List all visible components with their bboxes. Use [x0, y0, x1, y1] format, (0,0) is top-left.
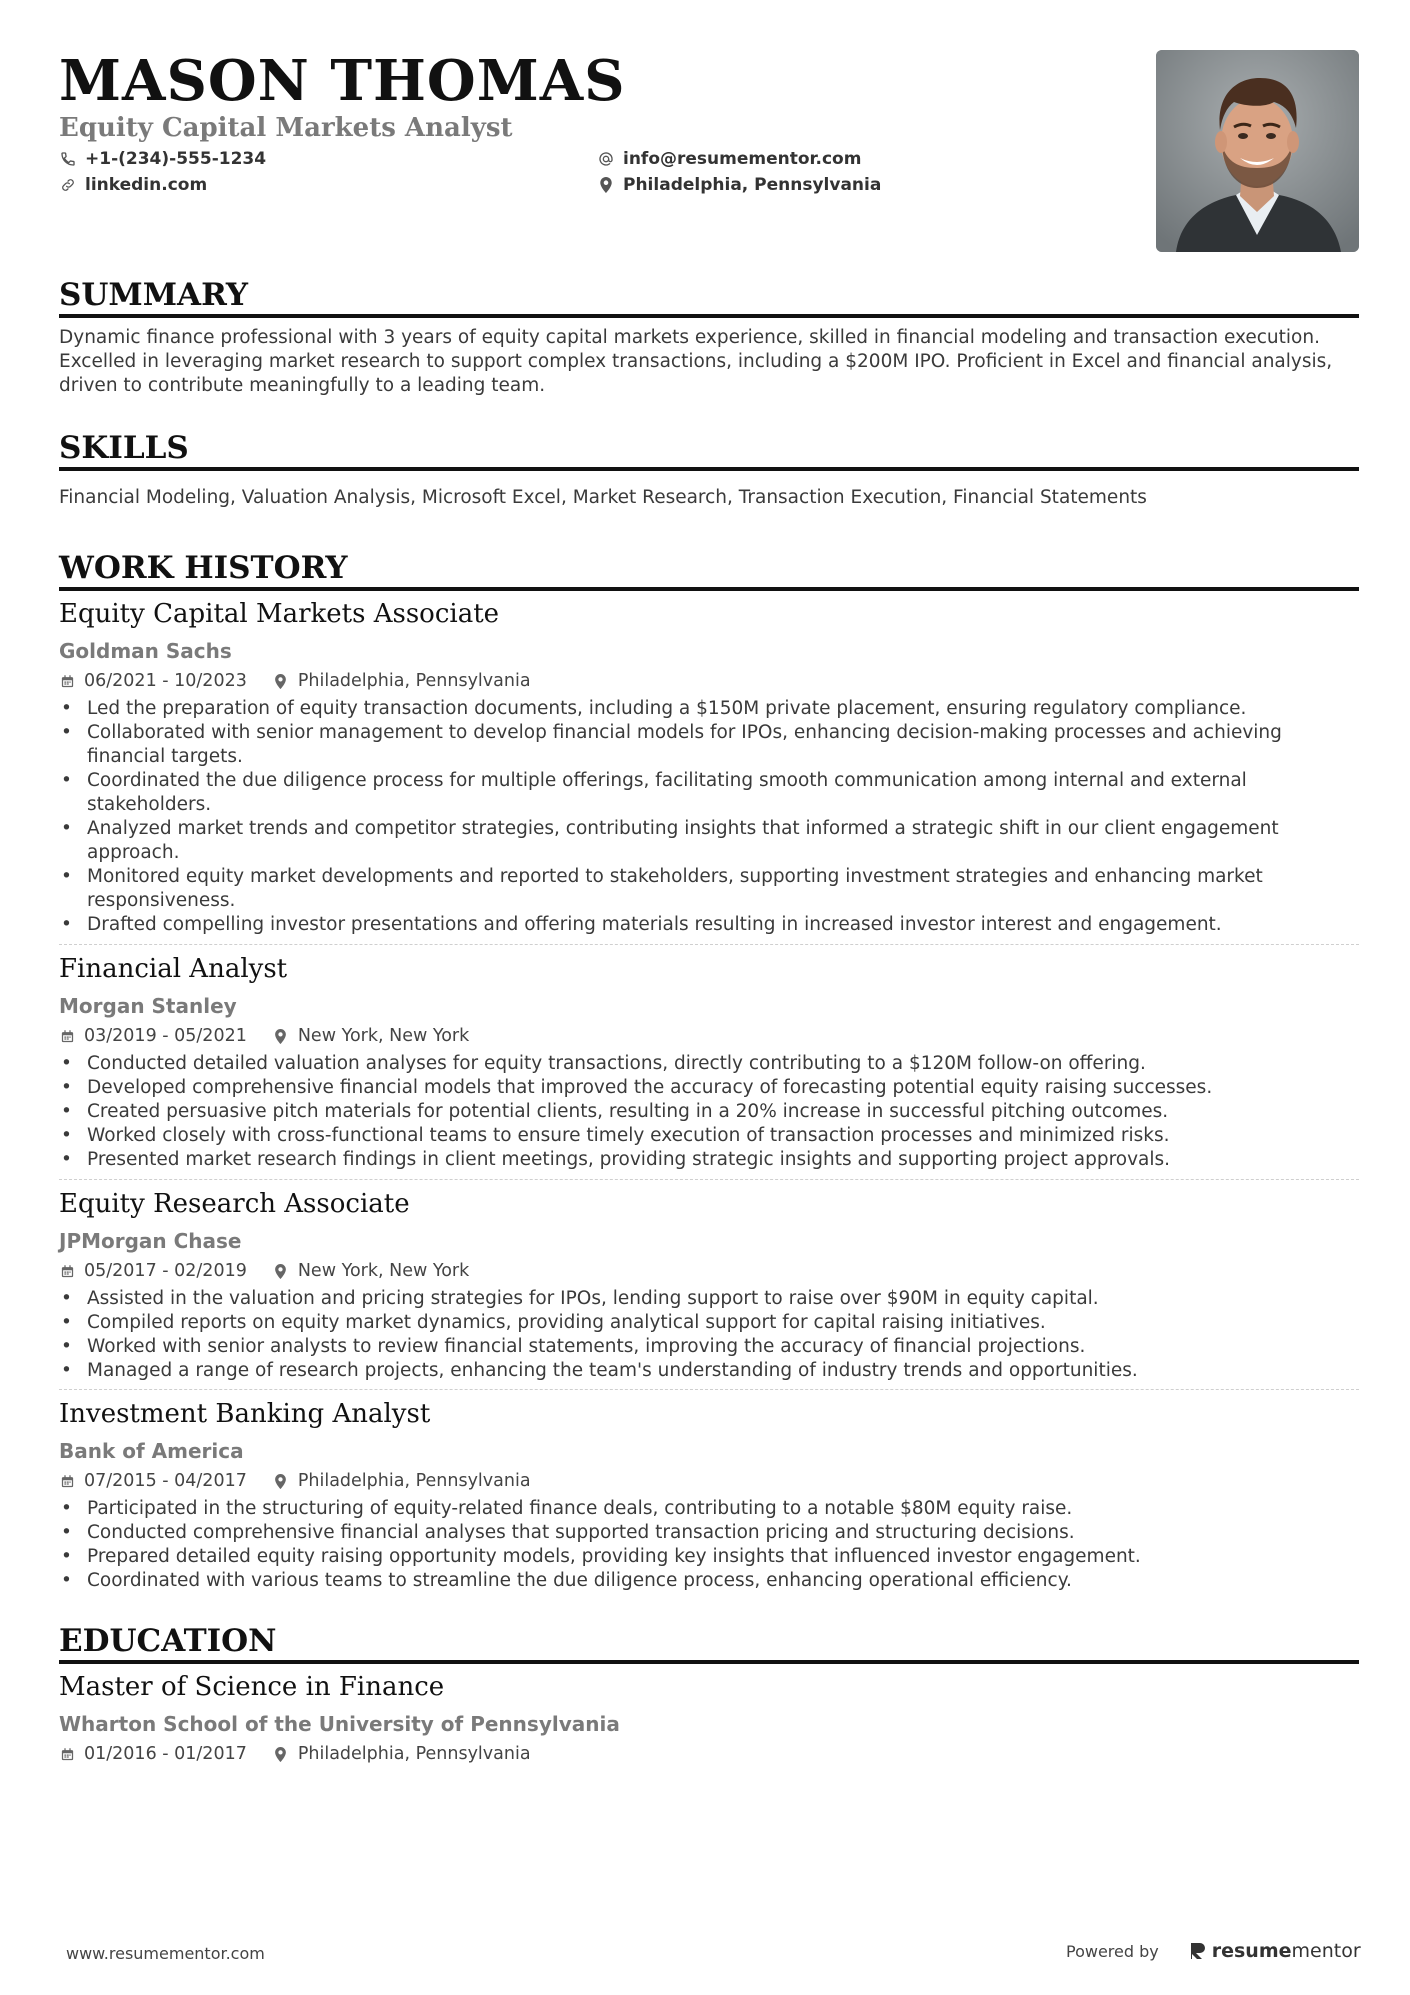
resume-page: [59, 0, 1359, 1995]
job-dates: 05/2017 - 02/2019: [84, 1261, 247, 1281]
bullet-item: • Participated in the structuring of equity-related finance deals, contributing to a notable $80M equity raise.: [59, 1497, 1359, 1521]
location-contact: [597, 174, 881, 196]
skills-text: Financial Modeling, Valuation Analysis, Microsoft Excel, Market Research, Transaction Execution, Financial Statements: [59, 487, 1147, 508]
education-location: Philadelphia, Pennsylvania: [297, 1744, 531, 1764]
calendar-icon: [59, 1028, 75, 1044]
job-company: Bank of America: [59, 1439, 244, 1463]
map-pin-icon: [597, 176, 615, 194]
job-dates: 07/2015 - 04/2017: [84, 1471, 247, 1491]
brand-name-regular: mentor: [1291, 1940, 1361, 1962]
job-company: JPMorgan Chase: [59, 1229, 242, 1253]
footer-website[interactable]: www.resumementor.com: [66, 1944, 265, 1963]
job-title: Equity Capital Markets Associate: [59, 599, 500, 629]
work-history-heading: WORK HISTORY: [59, 549, 1359, 591]
education-heading: EDUCATION: [59, 1622, 1359, 1664]
calendar-icon: [59, 1746, 75, 1762]
map-pin-icon: [273, 1263, 289, 1279]
link-icon: [59, 176, 77, 194]
degree-title: Master of Science in Finance: [59, 1672, 445, 1702]
location-text: Philadelphia, Pennsylvania: [623, 175, 882, 195]
bullet-item: • Assisted in the valuation and pricing strategies for IPOs, lending support to raise over $90M in equity capital.: [59, 1287, 1359, 1311]
calendar-icon: [59, 1473, 75, 1489]
brand-mark-icon: [1189, 1941, 1207, 1961]
bullet-item: • Created persuasive pitch materials for potential clients, resulting in a 20% increase in successful pitching outcomes.: [59, 1100, 1359, 1124]
job-meta: [59, 670, 531, 692]
bullet-item: • Worked closely with cross-functional teams to ensure timely execution of transaction processes and minimized risks.: [59, 1124, 1359, 1148]
bullet-item: • Presented market research findings in client meetings, providing strategic insights and supporting project approvals.: [59, 1148, 1359, 1172]
education-meta: [59, 1743, 531, 1765]
brand-logo[interactable]: [1189, 1940, 1361, 1962]
linkedin-contact[interactable]: [59, 174, 207, 196]
at-icon: [597, 150, 615, 168]
job-divider: [59, 1389, 1359, 1390]
email-contact[interactable]: [597, 148, 861, 170]
job-divider: [59, 1179, 1359, 1180]
bullet-item: • Prepared detailed equity raising opportunity models, providing key insights that influenced investor engagement.: [59, 1545, 1359, 1569]
powered-by-label: Powered by: [1066, 1941, 1159, 1961]
job-location: New York, New York: [297, 1261, 470, 1281]
calendar-icon: [59, 673, 75, 689]
school-name: Wharton School of the University of Pennsylvania: [59, 1712, 620, 1736]
job-location: Philadelphia, Pennsylvania: [297, 1471, 531, 1491]
job-meta: [59, 1470, 531, 1492]
job-location: New York, New York: [297, 1026, 470, 1046]
phone-text: +1-(234)-555-1234: [85, 149, 267, 169]
job-bullets: [59, 1287, 1359, 1383]
bullet-item: • Worked with senior analysts to review financial statements, improving the accuracy of financial projections.: [59, 1335, 1359, 1359]
job-dates: 06/2021 - 10/2023: [84, 671, 247, 691]
phone-contact: [59, 148, 266, 170]
education-dates: 01/2016 - 01/2017: [84, 1744, 247, 1764]
candidate-name: MASON THOMAS: [59, 48, 626, 114]
job-bullets: [59, 1497, 1359, 1593]
summary-text: Dynamic finance professional with 3 years of equity capital markets experience, skilled in financial modeling and transaction execution. Excelled in leveraging market research to support complex transactions, including a $200M IPO. Proficient in Excel and financial analysis, driven to contribute meaningfully to a leading team.: [59, 327, 1333, 396]
map-pin-icon: [273, 1746, 289, 1762]
job-title: Investment Banking Analyst: [59, 1399, 431, 1429]
job-title: Equity Research Associate: [59, 1189, 410, 1219]
job-bullets: [59, 697, 1359, 937]
footer-powered-by: [1066, 1940, 1361, 1962]
bullet-item: • Developed comprehensive financial models that improved the accuracy of forecasting potential equity raising successes.: [59, 1076, 1359, 1100]
bullet-item: • Led the preparation of equity transaction documents, including a $150M private placement, ensuring regulatory compliance.: [59, 697, 1359, 721]
bullet-item: • Compiled reports on equity market dynamics, providing analytical support for capital raising initiatives.: [59, 1311, 1359, 1335]
linkedin-text[interactable]: linkedin.com: [85, 175, 208, 195]
job-title: Financial Analyst: [59, 954, 288, 984]
skills-heading: SKILLS: [59, 429, 1359, 471]
job-dates: 03/2019 - 05/2021: [84, 1026, 247, 1046]
bullet-item: • Analyzed market trends and competitor strategies, contributing insights that informed a strategic shift in our client engagement approach.: [59, 817, 1359, 865]
phone-icon: [59, 150, 77, 168]
calendar-icon: [59, 1263, 75, 1279]
job-company: Goldman Sachs: [59, 639, 232, 663]
email-text[interactable]: info@resumementor.com: [623, 149, 862, 169]
bullet-item: • Conducted comprehensive financial analyses that supported transaction pricing and structuring decisions.: [59, 1521, 1359, 1545]
job-location: Philadelphia, Pennsylvania: [297, 671, 531, 691]
map-pin-icon: [273, 1473, 289, 1489]
job-bullets: [59, 1052, 1359, 1172]
job-divider: [59, 944, 1359, 945]
summary-heading: SUMMARY: [59, 276, 1359, 318]
map-pin-icon: [273, 673, 289, 689]
bullet-item: • Coordinated with various teams to streamline the due diligence process, enhancing operational efficiency.: [59, 1569, 1359, 1593]
bullet-item: • Conducted detailed valuation analyses for equity transactions, directly contributing to a $120M follow-on offering.: [59, 1052, 1359, 1076]
bullet-item: • Managed a range of research projects, enhancing the team's understanding of industry trends and opportunities.: [59, 1359, 1359, 1383]
bullet-item: • Collaborated with senior management to develop financial models for IPOs, enhancing decision-making processes and achieving financial targets.: [59, 721, 1359, 769]
bullet-item: • Drafted compelling investor presentations and offering materials resulting in increased investor interest and engagement.: [59, 913, 1359, 937]
map-pin-icon: [273, 1028, 289, 1044]
bullet-item: • Coordinated the due diligence process for multiple offerings, facilitating smooth communication among internal and external stakeholders.: [59, 769, 1359, 817]
brand-name-bold: resume: [1211, 1940, 1292, 1962]
job-meta: [59, 1260, 469, 1282]
profile-photo: [1156, 50, 1359, 252]
job-company: Morgan Stanley: [59, 994, 237, 1018]
bullet-item: • Monitored equity market developments and reported to stakeholders, supporting investment strategies and enhancing market responsiveness.: [59, 865, 1359, 913]
candidate-role: Equity Capital Markets Analyst: [59, 113, 513, 143]
job-meta: [59, 1025, 469, 1047]
